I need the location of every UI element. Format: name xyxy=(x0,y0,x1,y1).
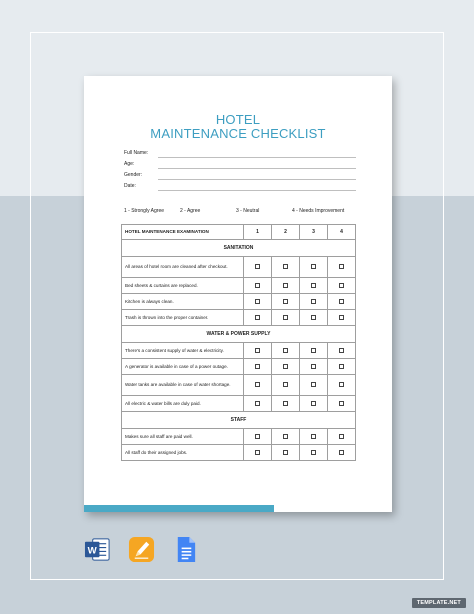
table-row xyxy=(122,257,356,278)
gender-field xyxy=(124,171,356,181)
table-row xyxy=(122,278,356,294)
item-text: All electric & water bills are duly paid. xyxy=(122,396,244,412)
rating-legend xyxy=(124,208,356,216)
rating-checkbox[interactable] xyxy=(283,364,288,369)
table-row xyxy=(122,359,356,375)
rating-checkbox[interactable] xyxy=(255,299,260,304)
rating-checkbox[interactable] xyxy=(255,382,260,387)
rating-checkbox[interactable] xyxy=(255,283,260,288)
rating-checkbox[interactable] xyxy=(283,299,288,304)
full-name-field xyxy=(124,149,356,159)
table-row xyxy=(122,375,356,396)
table-row xyxy=(122,429,356,445)
rating-checkbox[interactable] xyxy=(311,382,316,387)
column-header: 2 xyxy=(272,225,300,240)
rating-checkbox[interactable] xyxy=(255,348,260,353)
rating-checkbox[interactable] xyxy=(339,299,344,304)
rating-checkbox[interactable] xyxy=(283,264,288,269)
item-text: All areas of hotel room are cleaned after checkout. xyxy=(122,257,244,278)
rating-checkbox[interactable] xyxy=(283,382,288,387)
item-text: There's a consistent supply of water & electricity. xyxy=(122,343,244,359)
date-field xyxy=(124,182,356,192)
legend-item: 1 - Strongly Agree xyxy=(124,208,165,214)
rating-checkbox[interactable] xyxy=(255,434,260,439)
section-title: STAFF xyxy=(122,412,356,429)
google-docs-icon[interactable] xyxy=(172,536,199,563)
column-header: 3 xyxy=(300,225,328,240)
rating-checkbox[interactable] xyxy=(339,315,344,320)
watermark-badge: TEMPLATE.NET xyxy=(412,598,466,608)
rating-checkbox[interactable] xyxy=(255,264,260,269)
item-text: Trash is thrown into the proper container. xyxy=(122,310,244,326)
section-row xyxy=(122,240,356,257)
item-text: All staff do their assigned jobs. xyxy=(122,445,244,461)
rating-checkbox[interactable] xyxy=(283,348,288,353)
field-label: Gender: xyxy=(124,172,143,178)
rating-checkbox[interactable] xyxy=(311,283,316,288)
document-title-line2: MAINTENANCE CHECKLIST xyxy=(150,126,326,141)
section-title: WATER & POWER SUPPLY xyxy=(122,326,356,343)
field-line xyxy=(158,179,356,180)
rating-checkbox[interactable] xyxy=(255,364,260,369)
item-text: Kitchen is always clean. xyxy=(122,294,244,310)
rating-checkbox[interactable] xyxy=(283,450,288,455)
rating-checkbox[interactable] xyxy=(339,348,344,353)
table-row xyxy=(122,396,356,412)
checklist-document xyxy=(84,76,392,512)
section-row xyxy=(122,326,356,343)
field-label: Age: xyxy=(124,161,135,167)
rating-checkbox[interactable] xyxy=(339,382,344,387)
table-header-row xyxy=(122,225,356,240)
field-line xyxy=(158,157,356,158)
legend-item: 2 - Agree xyxy=(180,208,201,214)
legend-item: 4 - Needs Improvement xyxy=(292,208,345,214)
table-row xyxy=(122,294,356,310)
rating-checkbox[interactable] xyxy=(283,434,288,439)
table-row xyxy=(122,445,356,461)
column-header: 1 xyxy=(244,225,272,240)
rating-checkbox[interactable] xyxy=(283,283,288,288)
pages-icon[interactable] xyxy=(128,536,155,563)
item-text: A generator is available in case of a power outage. xyxy=(122,359,244,375)
rating-checkbox[interactable] xyxy=(339,264,344,269)
column-header: 4 xyxy=(328,225,356,240)
item-text: Bed sheets & curtains are replaced. xyxy=(122,278,244,294)
rating-checkbox[interactable] xyxy=(339,434,344,439)
rating-checkbox[interactable] xyxy=(311,364,316,369)
rating-checkbox[interactable] xyxy=(311,348,316,353)
rating-checkbox[interactable] xyxy=(311,434,316,439)
table-row xyxy=(122,343,356,359)
age-field xyxy=(124,160,356,170)
rating-checkbox[interactable] xyxy=(311,450,316,455)
field-line xyxy=(158,168,356,169)
rating-checkbox[interactable] xyxy=(339,364,344,369)
rating-checkbox[interactable] xyxy=(311,401,316,406)
item-text: Water tanks are available in case of water shortage. xyxy=(122,375,244,396)
rating-checkbox[interactable] xyxy=(283,401,288,406)
word-icon-letter: W xyxy=(87,545,97,557)
rating-checkbox[interactable] xyxy=(339,401,344,406)
item-text: Makes sure all staff are paid well. xyxy=(122,429,244,445)
rating-checkbox[interactable] xyxy=(311,264,316,269)
rating-checkbox[interactable] xyxy=(283,315,288,320)
section-row xyxy=(122,412,356,429)
rating-checkbox[interactable] xyxy=(311,315,316,320)
rating-checkbox[interactable] xyxy=(255,450,260,455)
section-title: SANITATION xyxy=(122,240,356,257)
table-header-label: HOTEL MAINTENANCE EXAMINATION xyxy=(122,225,244,240)
field-label: Full Name: xyxy=(124,150,149,156)
word-icon[interactable] xyxy=(84,536,111,563)
accent-bar xyxy=(84,505,274,512)
rating-checkbox[interactable] xyxy=(339,450,344,455)
legend-item: 3 - Neutral xyxy=(236,208,260,214)
rating-checkbox[interactable] xyxy=(311,299,316,304)
rating-checkbox[interactable] xyxy=(255,401,260,406)
field-line xyxy=(158,190,356,191)
rating-checkbox[interactable] xyxy=(255,315,260,320)
document-title-line1: HOTEL xyxy=(215,112,261,127)
rating-checkbox[interactable] xyxy=(339,283,344,288)
field-label: Date: xyxy=(124,183,136,189)
checklist-table xyxy=(121,224,356,461)
table-row xyxy=(122,310,356,326)
